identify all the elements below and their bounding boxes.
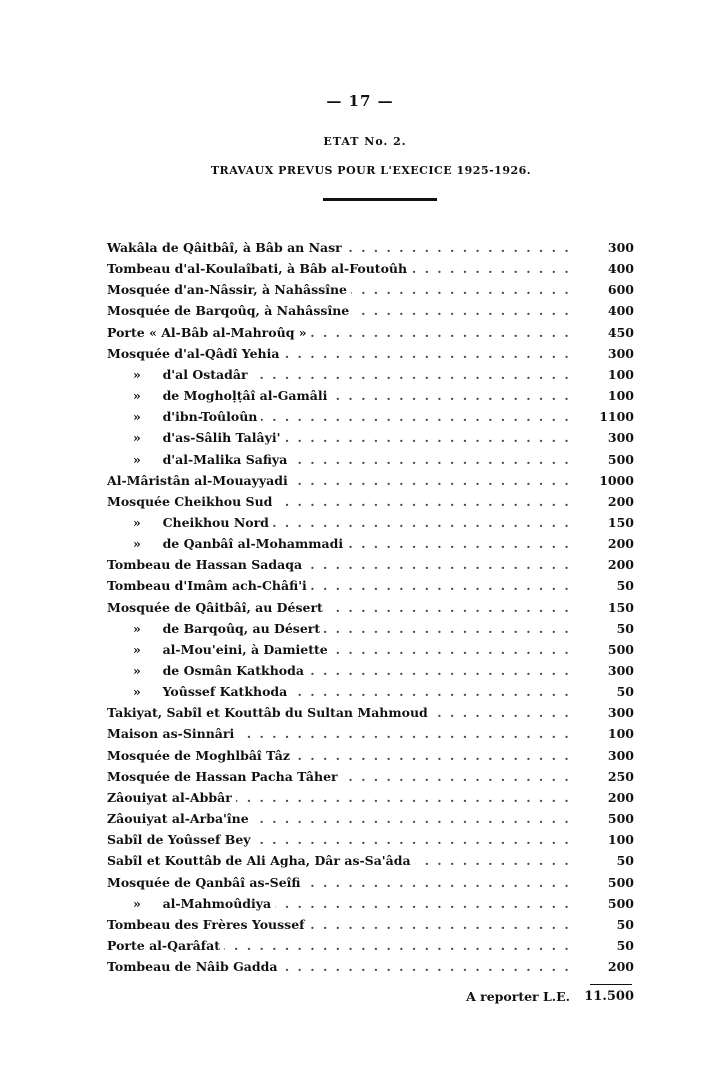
table-row: [107, 533, 634, 554]
entry-label-text: Mosquée de Hassan Pacha Tâher: [107, 769, 342, 784]
table-row: [107, 512, 634, 533]
entry-label-text: Zâouiyat al-Abbâr: [107, 790, 236, 805]
entry-label: [107, 956, 577, 977]
entry-amount: 400: [607, 261, 634, 277]
entry-amount: 200: [607, 536, 634, 552]
entry-label: [107, 364, 577, 385]
table-row: [107, 660, 634, 681]
table-row: [107, 872, 634, 893]
entry-label: [107, 554, 577, 575]
entry-label: [107, 702, 577, 723]
entry-label: [107, 618, 577, 639]
entry-amount: 200: [607, 959, 634, 975]
entry-label-text: Mosquée d'al-Qâdî Yehia: [107, 346, 283, 361]
entry-label-text: Tombeau des Frères Youssef: [107, 917, 309, 932]
entry-label-text: Sabîl et Kouttâb de Ali Agha, Dâr as-Sa'âda: [107, 853, 415, 868]
table-row: [107, 406, 634, 427]
entry-amount: 50: [616, 916, 634, 932]
entry-label: [107, 322, 577, 343]
entry-label: [107, 279, 577, 300]
table-row: [107, 808, 634, 829]
entry-label: [107, 681, 577, 702]
entry-label: [107, 766, 577, 787]
table-row: [107, 554, 634, 575]
page-number: — 17 —: [326, 92, 394, 110]
total-value: 11.500: [584, 989, 634, 1004]
table-row: [107, 935, 634, 956]
entry-label-text: » de Moghoḷṭâî al-Gamâli: [107, 388, 331, 403]
entry-amount: 300: [607, 430, 634, 446]
entry-amount: 50: [616, 853, 634, 869]
table-row: [107, 850, 634, 871]
entry-label-text: Maison as-Sinnâri: [107, 726, 238, 741]
entry-amount: 200: [607, 789, 634, 805]
entry-amount: 50: [616, 684, 634, 700]
entry-amount: 300: [607, 747, 634, 763]
entry-label: [107, 470, 577, 491]
entry-amount: 200: [607, 557, 634, 573]
table-row: [107, 343, 634, 364]
table-row: [107, 258, 634, 279]
entry-amount: 250: [607, 768, 634, 784]
entry-label-text: Zâouiyat al-Arba'îne: [107, 811, 253, 826]
entry-label: [107, 258, 577, 279]
entry-amount: 500: [607, 874, 634, 890]
table-row: [107, 766, 634, 787]
entry-label: [107, 385, 577, 406]
table-row: [107, 575, 634, 596]
entry-label: [107, 723, 577, 744]
entry-label: [107, 872, 577, 893]
entry-label: [107, 237, 577, 258]
entry-label: [107, 829, 577, 850]
entry-amount: 400: [607, 303, 634, 319]
table-row: [107, 745, 634, 766]
entry-label-text: » al-Mahmoûdiya: [107, 896, 275, 911]
entry-label-text: Mosquée de Qâitbâî, au Désert: [107, 600, 327, 615]
entry-label-text: » d'as-Sâlih Talâyi': [107, 430, 284, 445]
table-row: [107, 449, 634, 470]
entry-amount: 150: [607, 514, 634, 530]
entry-amount: 500: [607, 641, 634, 657]
entry-label-text: Takiyat, Sabîl et Kouttâb du Sultan Mahmoud: [107, 705, 432, 720]
table-row: [107, 914, 634, 935]
table-row: [107, 491, 634, 512]
entry-amount: 450: [607, 324, 634, 340]
entry-amount: 300: [607, 663, 634, 678]
entry-label-text: » Cheikhou Nord: [107, 515, 273, 530]
entry-label: [107, 406, 577, 427]
entry-label: [107, 597, 577, 618]
entry-label-text: » de Osmân Katkhoda: [107, 663, 308, 678]
entry-label-text: Tombeau de Hassan Sadaqa: [107, 557, 306, 572]
entry-label: [107, 449, 577, 470]
entry-label-text: Al-Mâristân al-Mouayyadi: [107, 473, 292, 488]
entry-label: [107, 893, 577, 914]
entry-label-text: » de Qanbâî al-Mohammadi: [107, 536, 347, 551]
table-row: [107, 787, 634, 808]
entry-amount: 1000: [599, 472, 634, 488]
entry-label-text: » de Barqoûq, au Désert: [107, 621, 324, 636]
entry-amount: 500: [607, 811, 634, 827]
table-row: [107, 237, 634, 258]
entry-label: [107, 427, 577, 448]
table-row: [107, 279, 634, 300]
entry-label-text: » d'ibn-Toûloûn: [107, 409, 261, 424]
entry-amount: 100: [607, 388, 634, 404]
entry-amount: 50: [616, 620, 634, 636]
entry-label-text: Mosquée d'an-Nâssir, à Nahâssîne: [107, 282, 351, 297]
table-row: [107, 618, 634, 639]
entry-label-text: Tombeau de Nâib Gadda: [107, 959, 281, 974]
table-row: [107, 723, 634, 744]
entry-amount: 500: [607, 451, 634, 467]
entry-amount: 100: [607, 832, 634, 848]
entry-label: [107, 660, 577, 681]
document-subtitle: TRAVAUX PREVUS POUR L'EXECICE 1925-1926.: [210, 164, 532, 177]
entry-label-text: » al-Mou'eini, à Damiette: [107, 642, 332, 657]
sum-rule: [590, 984, 632, 985]
entry-amount: 500: [607, 895, 634, 911]
entry-label-text: » d'al Ostadâr: [107, 367, 252, 382]
entry-label: [107, 639, 577, 660]
entry-amount: 300: [607, 345, 634, 361]
entry-label: [107, 787, 577, 808]
table-row: [107, 956, 634, 977]
table-row: [107, 597, 634, 618]
entry-label: [107, 343, 577, 364]
entry-label: [107, 935, 577, 956]
entry-amount: 100: [607, 366, 634, 382]
entry-label-text: » Yoûssef Katkhoda: [107, 684, 291, 699]
entry-label-text: Mosquée de Barqoûq, à Nahâssîne: [107, 303, 353, 318]
entry-amount: 300: [607, 240, 634, 255]
etat-heading: ETAT No. 2.: [323, 135, 407, 148]
table-row: [107, 893, 634, 914]
entry-label-text: » d'al-Malika Safiya: [107, 452, 291, 467]
table-row: [107, 364, 634, 385]
entry-label-text: Porte al-Qarâfat: [107, 938, 224, 953]
entry-label-text: Wakâla de Qâitbâî, à Bâb an Nasr: [107, 240, 346, 255]
table-row: [107, 300, 634, 321]
entry-label-text: Mosquée Cheikhou Sud: [107, 494, 276, 509]
table-row: [107, 681, 634, 702]
entry-label: [107, 300, 577, 321]
entry-amount: 1100: [599, 409, 634, 425]
entry-label-text: Porte « Al-Bâb al-Mahroûq »: [107, 325, 311, 340]
entry-label: [107, 533, 577, 554]
entry-amount: 50: [616, 937, 634, 953]
table-row: [107, 385, 634, 406]
entry-label: [107, 491, 577, 512]
table-row: [107, 322, 634, 343]
table-row: [107, 702, 634, 723]
entry-label-text: Mosquée de Moghlbâî Tâz: [107, 748, 294, 763]
table-row: [107, 639, 634, 660]
entry-amount: 150: [607, 599, 634, 615]
entry-label-text: Mosquée de Qanbâî as-Seîfi: [107, 875, 305, 890]
entry-label-text: Tombeau d'Imâm ach-Châfi'i: [107, 578, 311, 593]
entry-label: [107, 850, 577, 871]
entry-amount: 200: [607, 493, 634, 509]
entry-amount: 300: [607, 705, 634, 721]
entry-amount: 600: [607, 282, 634, 298]
entry-label-text: Sabîl de Yoûssef Bey: [107, 832, 255, 847]
total-label: A reporter L.E.: [466, 989, 570, 1004]
entry-label: [107, 575, 577, 596]
entry-label: [107, 512, 577, 533]
heading-rule: [323, 198, 437, 201]
entry-amount: 100: [607, 726, 634, 742]
entry-label: [107, 808, 577, 829]
entry-label-text: Tombeau d'al-Koulaîbati, à Bâb al-Foutoûh: [107, 261, 411, 276]
entry-amount: 50: [616, 578, 634, 594]
table-row: [107, 829, 634, 850]
entry-label: [107, 914, 577, 935]
table-row: [107, 470, 634, 491]
entry-label: [107, 745, 577, 766]
table-row: [107, 427, 634, 448]
